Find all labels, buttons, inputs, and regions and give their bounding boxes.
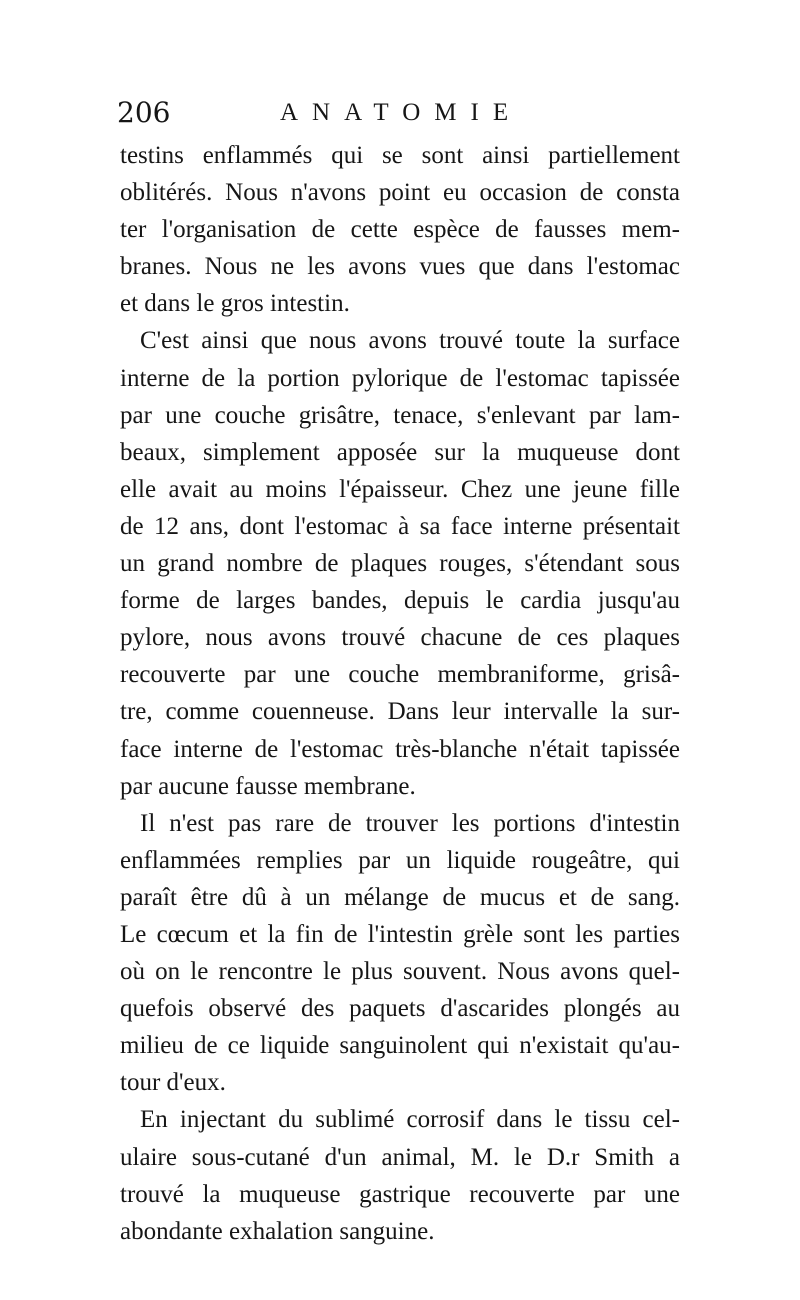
text-line: ulaire sous-cutané d'un animal, M. le D.r Smith a [120, 1143, 680, 1171]
body-text [120, 137, 680, 1250]
text-line: tour d'eux. [120, 1069, 226, 1097]
text-line: tre, comme couenneuse. Dans leur intervalle la sur- [120, 698, 680, 726]
page-number: 206 [117, 96, 171, 129]
text-line: milieu de ce liquide sanguinolent qui n'existait qu'au- [120, 1032, 680, 1060]
text-line: abondante exhalation sanguine. [120, 1217, 435, 1245]
text-line: enflammées remplies par un liquide rougeâtre, qui [120, 846, 680, 874]
text-line: beaux, simplement apposée sur la muqueuse dont [120, 438, 680, 466]
text-line: interne de la portion pylorique de l'estomac tapissée [120, 364, 680, 392]
paragraph-start-line: C'est ainsi que nous avons trouvé toute la surface [140, 327, 680, 355]
text-line: et dans le gros intestin. [120, 290, 350, 318]
text-line: forme de larges bandes, depuis le cardia jusqu'au [120, 587, 680, 615]
page-header [117, 93, 687, 133]
text-line: pylore, nous avons trouvé chacune de ces plaques [120, 624, 680, 652]
text-line: un grand nombre de plaques rouges, s'étendant sous [120, 550, 680, 578]
text-line: branes. Nous ne les avons vues que dans l'estomac [120, 253, 680, 281]
text-line: elle avait au moins l'épaisseur. Chez une jeune fille [120, 475, 680, 503]
text-line: par une couche grisâtre, tenace, s'enlevant par lam- [120, 401, 680, 429]
paragraph-start-line: En injectant du sublimé corrosif dans le tissu cel- [140, 1106, 680, 1134]
text-line: testins enflammés qui se sont ainsi partiellement [120, 142, 680, 169]
text-line: trouvé la muqueuse gastrique recouverte par une [120, 1180, 680, 1208]
text-line: quefois observé des paquets d'ascarides plongés au [120, 995, 680, 1023]
text-line: de 12 ans, dont l'estomac à sa face interne présentait [120, 512, 680, 540]
text-line: Le cœcum et la fin de l'intestin grèle sont les parties [120, 920, 680, 948]
text-line: ter l'organisation de cette espèce de fausses mem- [120, 216, 680, 244]
text-line: par aucune fausse membrane. [120, 772, 416, 800]
paragraph-start-line: Il n'est pas rare de trouver les portions d'intestin [140, 809, 680, 837]
text-line: oblitérés. Nous n'avons point eu occasion de consta [120, 179, 680, 207]
text-line: face interne de l'estomac très-blanche n'était tapissée [120, 735, 680, 763]
running-head: ANATOMIE [280, 99, 523, 126]
text-line: où on le rencontre le plus souvent. Nous avons quel- [120, 958, 680, 986]
text-line: recouverte par une couche membraniforme, grisâ- [120, 661, 680, 689]
text-line: paraît être dû à un mélange de mucus et de sang. [120, 883, 680, 911]
